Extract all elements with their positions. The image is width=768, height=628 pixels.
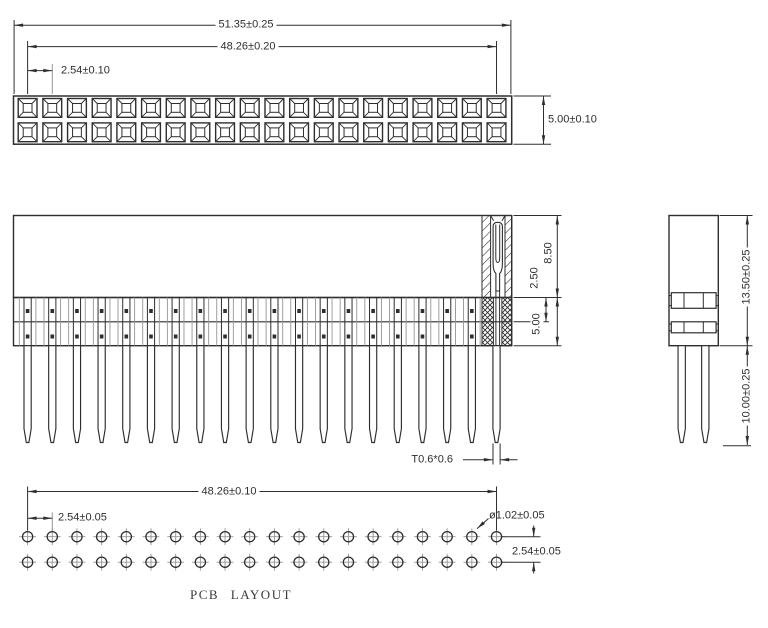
front-upper-body <box>14 216 512 298</box>
dimension-arrowhead <box>556 337 559 346</box>
socket-cell <box>339 123 358 142</box>
pcb-hole <box>44 554 61 571</box>
dimension-arrowhead <box>14 24 23 27</box>
pcb-hole <box>192 554 209 571</box>
pcb-hole <box>266 528 283 545</box>
dimension-arrowhead <box>28 517 37 520</box>
dimension-arrowhead <box>544 298 547 307</box>
dimension-arrowhead <box>556 289 559 298</box>
pin-tail <box>678 346 685 443</box>
pin-tail <box>24 346 31 443</box>
socket-cell <box>314 99 333 118</box>
side-view <box>669 216 718 443</box>
section-wall-left-hatch <box>482 216 491 298</box>
dim-pcb-pitch-label: 2.54±0.05 <box>58 511 107 524</box>
socket-cell <box>216 123 235 142</box>
pcb-hole <box>19 554 36 571</box>
pcb-hole <box>118 554 135 571</box>
pcb-hole <box>167 554 184 571</box>
pin-tail <box>123 346 130 443</box>
pcb-hole <box>365 554 382 571</box>
socket-cell <box>240 99 259 118</box>
socket-cell <box>43 123 62 142</box>
pcb-hole <box>241 554 258 571</box>
pcb-hole <box>315 554 332 571</box>
dimension-arrowhead <box>532 528 535 537</box>
section-wall-right-hatch <box>505 216 512 298</box>
dim-top-span-label: 48.26±0.20 <box>218 40 279 53</box>
socket-cell <box>166 123 185 142</box>
dimension-arrowhead <box>544 313 547 322</box>
dimension-arrowhead <box>502 24 511 27</box>
pin-tail <box>73 346 80 443</box>
dimension-arrowhead <box>542 135 545 144</box>
dimension-arrowhead <box>500 458 509 461</box>
dimension-arrowhead <box>746 436 749 445</box>
pcb-dimensions <box>28 487 541 574</box>
pcb-hole <box>365 528 382 545</box>
pcb-hole <box>69 554 86 571</box>
socket-cell <box>438 99 457 118</box>
socket-cell <box>68 99 87 118</box>
socket-cell <box>216 99 235 118</box>
dimension-arrowhead <box>28 45 37 48</box>
pcb-hole <box>93 528 110 545</box>
pcb-hole <box>340 528 357 545</box>
pin-tail <box>147 346 154 443</box>
pcb-hole <box>93 554 110 571</box>
pcb-hole <box>217 554 234 571</box>
dim-side-pin-label: 10.00±0.25 <box>740 368 753 424</box>
dimension-arrowhead <box>28 69 37 72</box>
socket-contact <box>493 222 502 291</box>
dim-pcb-span-label: 48.26±0.10 <box>199 485 260 498</box>
pcb-hole <box>463 528 480 545</box>
socket-cell <box>388 123 407 142</box>
pcb-hole <box>266 554 283 571</box>
dim-pcb-row-label: 2.54±0.05 <box>512 545 561 557</box>
dimension-arrowhead <box>28 490 37 493</box>
pin-tail <box>98 346 105 443</box>
pcb-layout <box>19 528 505 570</box>
socket-cell <box>290 123 309 142</box>
pcb-hole <box>389 554 406 571</box>
socket-cell <box>413 123 432 142</box>
socket-cell <box>92 123 111 142</box>
dimension-arrowhead <box>746 216 749 225</box>
dimension-arrowhead <box>488 490 497 493</box>
socket-cell <box>364 99 383 118</box>
pin-tail <box>221 346 228 443</box>
pcb-hole <box>167 528 184 545</box>
pcb-hole <box>414 554 431 571</box>
pcb-hole <box>291 554 308 571</box>
dim-front-body-label: 8.50 <box>542 242 555 264</box>
socket-cell <box>117 99 136 118</box>
socket-cell <box>142 123 161 142</box>
pin-tail <box>493 346 500 443</box>
side-pin-row-band <box>669 322 718 333</box>
pcb-hole <box>143 554 160 571</box>
dim-top-overall-label: 51.35±0.25 <box>216 19 277 32</box>
pcb-hole <box>291 528 308 545</box>
socket-cell <box>265 99 284 118</box>
socket-cell <box>117 123 136 142</box>
dimension-arrowhead <box>488 45 497 48</box>
pin-tail <box>394 346 401 443</box>
pcb-hole <box>217 528 234 545</box>
pin-tail <box>444 346 451 443</box>
pcb-hole <box>19 528 36 545</box>
pcb-hole <box>439 528 456 545</box>
front-view <box>14 216 512 443</box>
pcb-hole <box>414 528 431 545</box>
socket-cell <box>18 123 37 142</box>
pin-tail <box>295 346 302 443</box>
section-base-left-hatch <box>482 298 493 346</box>
socket-cell <box>314 123 333 142</box>
pcb-hole <box>69 528 86 545</box>
dimension-arrowhead <box>746 337 749 346</box>
pin-tail <box>702 346 709 443</box>
dim-front-insert-label: 2.50 <box>528 266 541 289</box>
pin-tail <box>49 346 56 443</box>
pcb-layout-caption: PCB LAYOUT <box>189 587 293 602</box>
pcb-hole <box>192 528 209 545</box>
top-view-body <box>14 96 512 144</box>
socket-cell <box>240 123 259 142</box>
socket-cell <box>43 99 62 118</box>
dimension-arrowhead <box>43 517 52 520</box>
socket-cell <box>487 99 506 118</box>
socket-cell <box>191 123 210 142</box>
dimension-arrowhead <box>542 96 545 105</box>
side-pin-row-band <box>669 293 718 309</box>
pcb-hole <box>340 554 357 571</box>
dim-top-pitch-label: 2.54±0.10 <box>61 64 110 76</box>
pcb-hole <box>44 528 61 545</box>
dim-pin-tail-label: T0.6*0.6 <box>411 453 453 466</box>
dimension-arrowhead <box>532 562 535 571</box>
socket-cell <box>487 123 506 142</box>
pin-tail <box>320 346 327 443</box>
socket-cell <box>166 99 185 118</box>
socket-cell <box>462 123 481 142</box>
pcb-hole <box>463 554 480 571</box>
pcb-hole <box>118 528 135 545</box>
socket-cell <box>191 99 210 118</box>
socket-cell <box>290 99 309 118</box>
pin-tail <box>172 346 179 443</box>
pin-tail <box>197 346 204 443</box>
dimension-arrowhead <box>484 458 493 461</box>
dimension-arrowhead <box>556 298 559 307</box>
dim-front-base-label: 5.00 <box>530 313 542 335</box>
pin-tail <box>468 346 475 443</box>
pin-tail <box>419 346 426 443</box>
socket-cell <box>462 99 481 118</box>
pin-tail <box>345 346 352 443</box>
socket-cell <box>142 99 161 118</box>
section-base-right-hatch <box>502 298 512 346</box>
pin-tail <box>271 346 278 443</box>
dimension-arrowhead <box>556 216 559 225</box>
socket-cell <box>413 99 432 118</box>
side-body <box>669 216 718 346</box>
dimension-arrowhead <box>746 346 749 355</box>
socket-cell <box>18 99 37 118</box>
pin-tail <box>370 346 377 443</box>
pcb-hole <box>241 528 258 545</box>
socket-cell <box>388 99 407 118</box>
socket-cell <box>265 123 284 142</box>
socket-cell <box>92 99 111 118</box>
pcb-hole <box>439 554 456 571</box>
pcb-hole <box>143 528 160 545</box>
dim-top-height-label: 5.00±0.10 <box>548 113 597 125</box>
pin-tail <box>246 346 253 443</box>
pcb-hole <box>315 528 332 545</box>
socket-cell <box>68 123 87 142</box>
top-view <box>14 96 512 144</box>
dim-side-height-label: 13.50±0.25 <box>740 249 753 305</box>
pcb-hole <box>389 528 406 545</box>
socket-cell <box>339 99 358 118</box>
socket-cell <box>364 123 383 142</box>
dim-pcb-hole-label: ø1.02±0.05 <box>489 509 545 522</box>
dimension-arrowhead <box>43 69 52 72</box>
socket-cell <box>438 123 457 142</box>
